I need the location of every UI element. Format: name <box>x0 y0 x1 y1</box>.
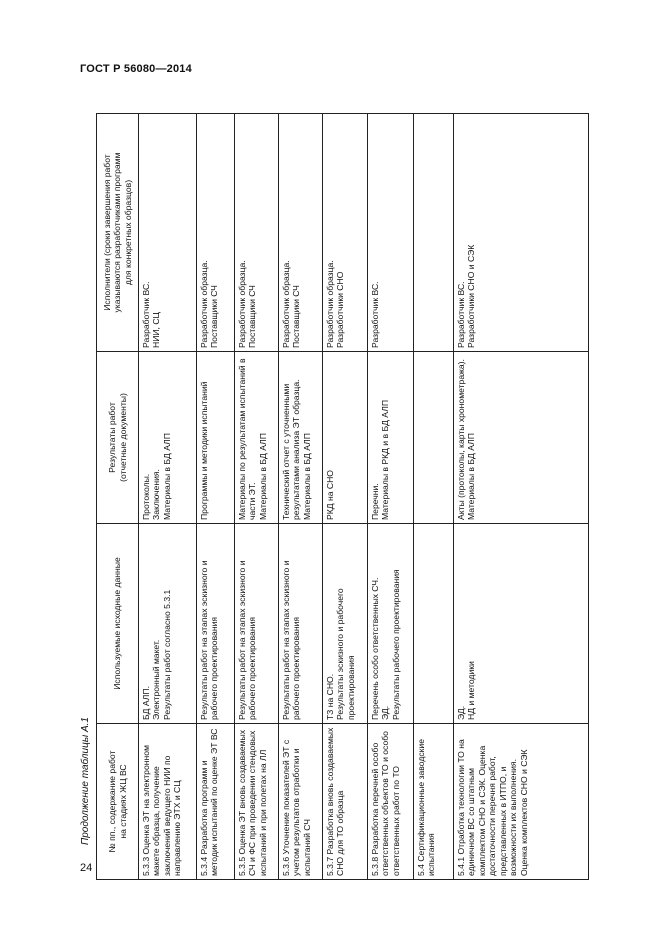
cell-work: 5.3.6 Уточнение показателей ЭТ с учетом результатов отработки и испытаний СЧ <box>279 724 323 880</box>
cell-inputs: Перечень особо ответственных СЧ. ЭД. Результаты рабочего проектирования <box>368 524 414 724</box>
cell-inputs: БД АЛП. Электронный макет. Результаты работ согласно 5.3.1 <box>139 524 197 724</box>
column-header-executors: Исполнители (сроки завершения работ указываются разработчиками программ для конкретных образцов) <box>97 114 139 352</box>
cell-executors: Разработчик образца. Поставщики СЧ <box>197 114 235 352</box>
cell-executors: Разработчик образца. Поставщики СЧ <box>279 114 323 352</box>
cell-inputs: ТЗ на СНО. Результаты эскизного и рабочего проектирования <box>323 524 368 724</box>
cell-work: 5.4.1 Отработка технологии ТО на единичном ВС со штатным комплектом СНО и СЭК. Оценка достаточности перечня работ, представленных в ИТПО, и возможности их выполнения. Оценка комплектов СНО и СЭК <box>454 724 589 880</box>
column-header-results: Результаты работ (отчетные документы) <box>97 352 139 524</box>
cell-results: Программы и методики испытаний <box>197 352 235 524</box>
column-header-work: № пп., содержание работ на стадиях ЖЦ ВС <box>97 724 139 880</box>
cell-inputs: Результаты работ на этапах эскизного и рабочего проектирования <box>197 524 235 724</box>
cell-executors: Разработчик ВС. <box>368 114 414 352</box>
cell-work: 5.3.7 Разработка вновь создаваемых СНО для ТО образца <box>323 724 368 880</box>
cell-results: Акты (протоколы, карты хронометража). Материалы в БД АЛП <box>454 352 589 524</box>
cell-inputs <box>414 524 454 724</box>
table-row <box>323 114 368 880</box>
cell-executors: Разработчик образца. Поставщики СЧ <box>235 114 279 352</box>
cell-executors: Разработчик образца. Разработчики СНО <box>323 114 368 352</box>
cell-work: 5.3.8 Разработка перечней особо ответственных объектов ТО и особо ответственных работ по ТО <box>368 724 414 880</box>
table-row <box>454 114 589 880</box>
cell-results: Технический отчет с уточненными результатами анализа ЭТ образца. Материалы в БД АЛП <box>279 352 323 524</box>
rotated-table-container <box>96 114 588 880</box>
cell-inputs: Результаты работ на этапах эскизного и рабочего проектирования <box>279 524 323 724</box>
cell-results: Перечни. Материалы в РКД и в БД АЛП <box>368 352 414 524</box>
cell-executors: Разработчик ВС. НИИ, СЦ <box>139 114 197 352</box>
cell-executors: Разработчик ВС. Разработчики СНО и СЭК <box>454 114 589 352</box>
cell-inputs: Результаты работ на этапах эскизного и рабочего проектирования <box>235 524 279 724</box>
page-number: 24 <box>80 862 93 874</box>
work-stages-table <box>96 113 589 880</box>
table-row <box>414 114 454 880</box>
cell-inputs: ЭД. НД и методики <box>454 524 589 724</box>
cell-work: 5.3.3 Оценка ЭТ на электронном макете образца, получение заключений ведущего НИИ по направлению ЭТХ и СЦ <box>139 724 197 880</box>
table-row <box>279 114 323 880</box>
table-continuation-caption: Продолжение таблицы А.1 <box>80 717 91 845</box>
cell-results: РКД на СНО <box>323 352 368 524</box>
cell-work: 5.4 Сертификационные заводские испытания <box>414 724 454 880</box>
standard-title: ГОСТ Р 56080—2014 <box>80 63 192 75</box>
cell-results <box>414 352 454 524</box>
table-row <box>235 114 279 880</box>
cell-work: 5.3.5 Оценка ЭТ вновь создаваемых СЧ и ФС при проведении стендовых испытаний и при полетах на ЛЛ <box>235 724 279 880</box>
table-row <box>197 114 235 880</box>
cell-results: Протоколы. Заключения. Материалы в БД АЛП <box>139 352 197 524</box>
table-row <box>139 114 197 880</box>
table-header-row <box>97 114 139 880</box>
column-header-inputs: Используемые исходные данные <box>97 524 139 724</box>
cell-work: 5.3.4 Разработка программ и методик испытаний по оценке ЭТ ВС <box>197 724 235 880</box>
cell-executors <box>414 114 454 352</box>
cell-results: Материалы по результатам испытаний в части ЭТ. Материалы в БД АЛП <box>235 352 279 524</box>
table-row <box>368 114 414 880</box>
